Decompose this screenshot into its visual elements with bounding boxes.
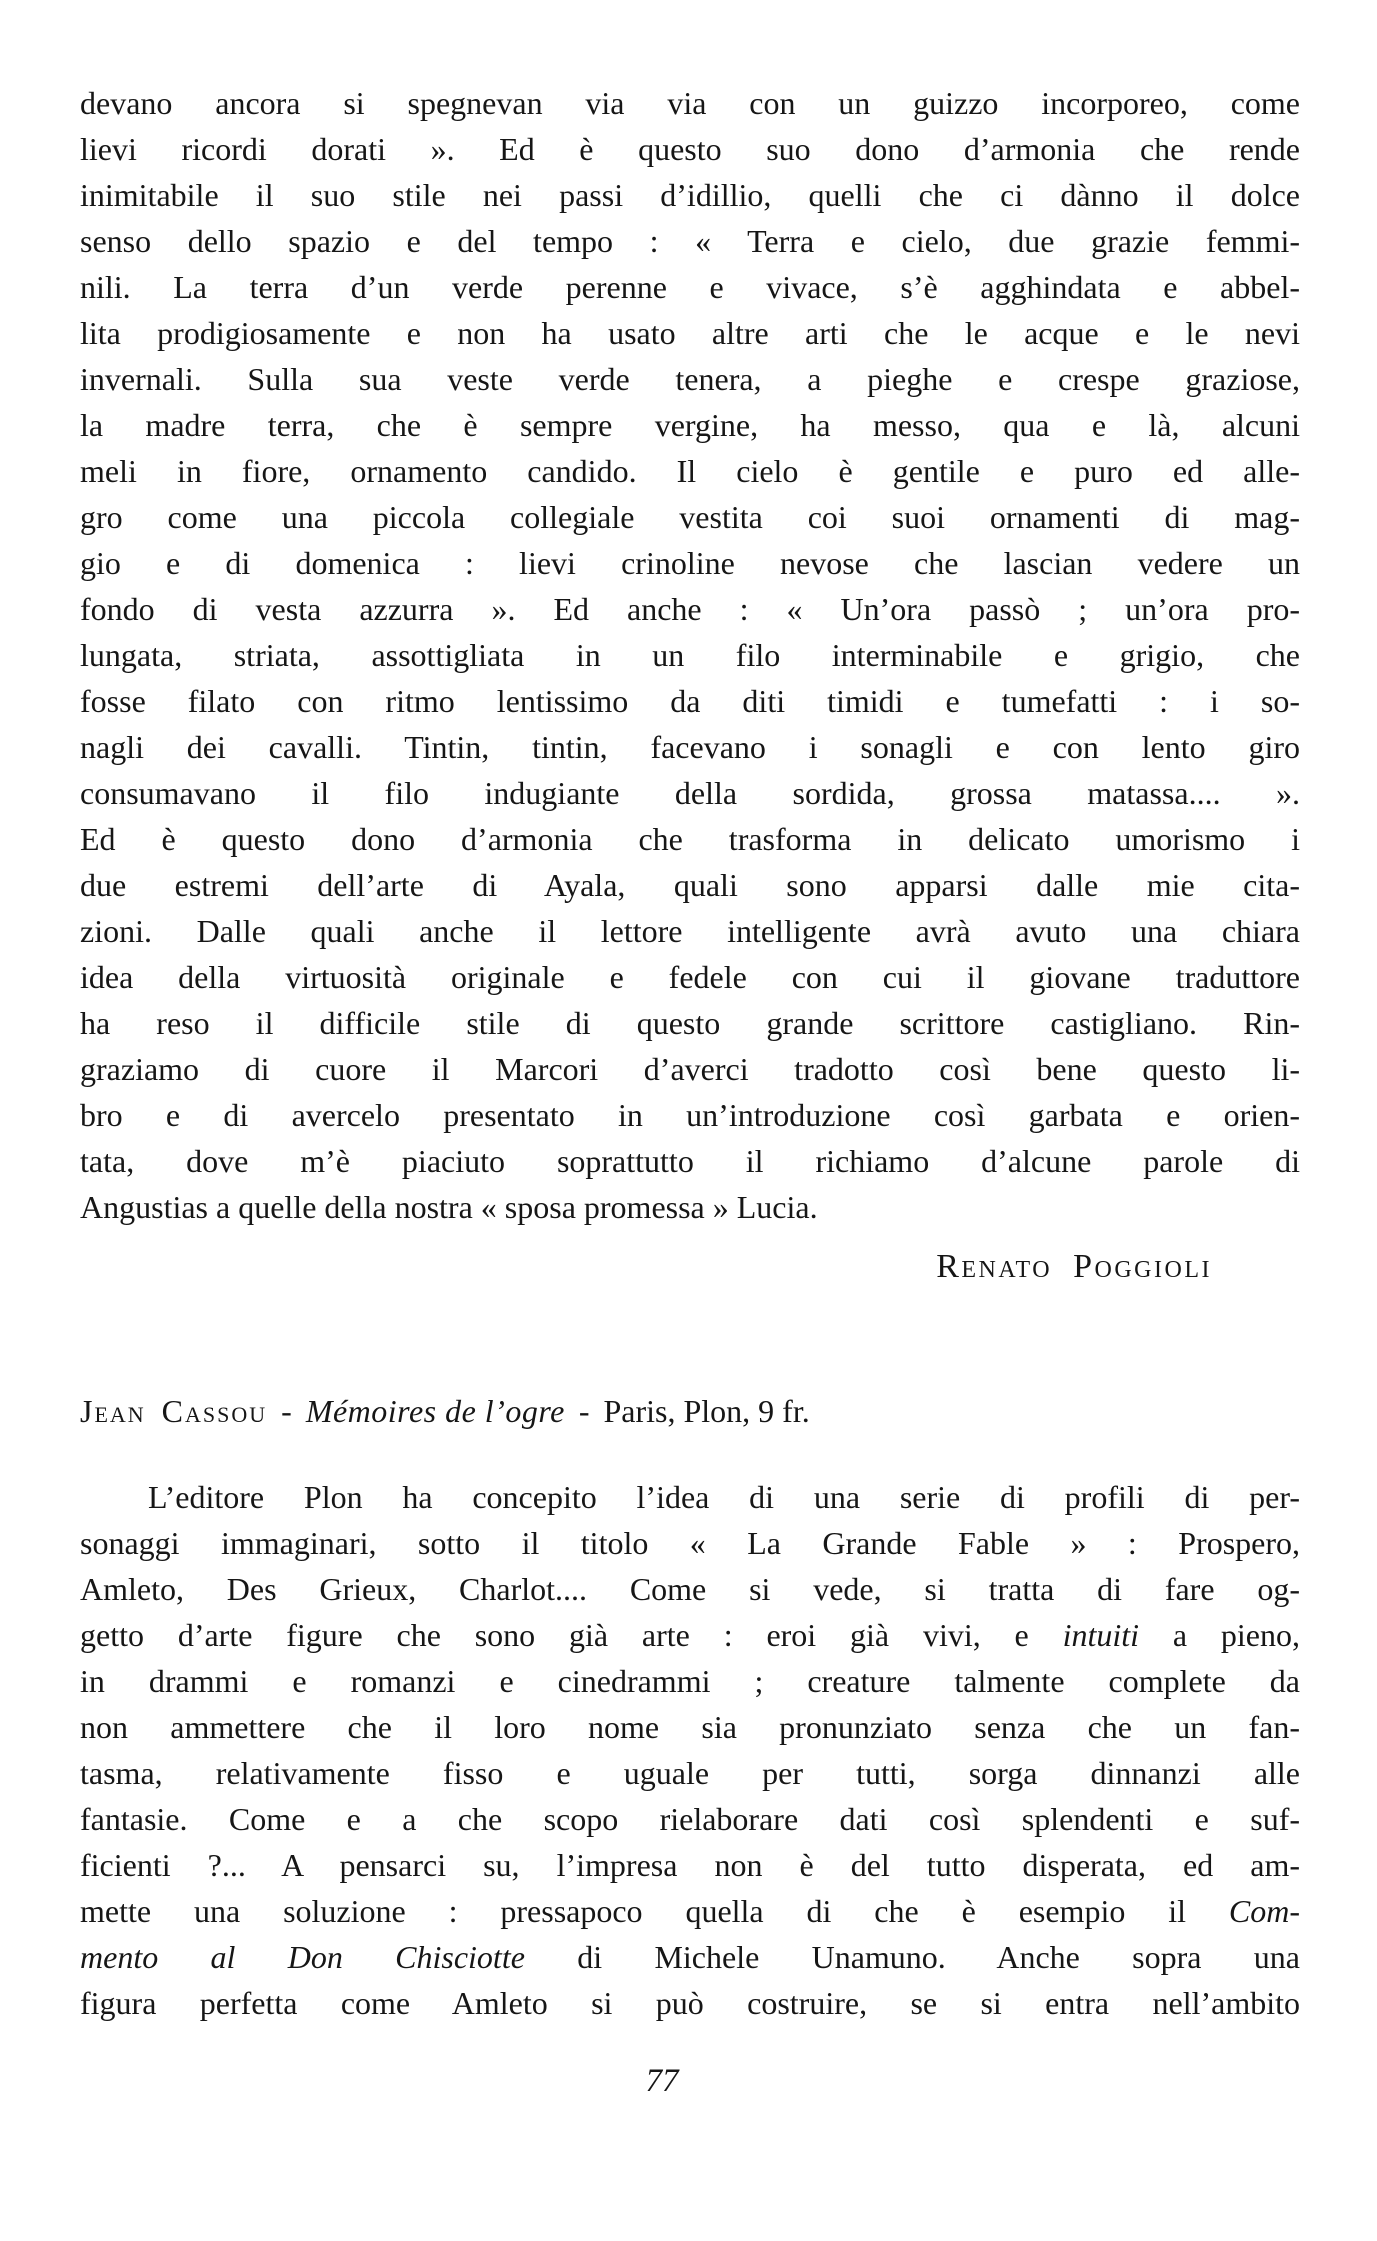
text-line: mette una soluzione : pressapoco quella di che è esempio il Com- [80,1893,1300,1929]
review-author-name: Jean Cassou [80,1393,268,1429]
review-cassou [80,1388,1300,2026]
heading-separator-dash: - [281,1393,292,1429]
review-entry-heading [80,1388,1300,1434]
text-line: fondo di vesta azzurra ». Ed anche : « Un’ora passò ; un’ora pro- [80,591,1300,627]
page-number: 77 [645,2063,679,2099]
text-line: lita prodigiosamente e non ha usato altre arti che le acque e le nevi [80,315,1300,351]
heading-separator-dash: - [578,1393,590,1429]
text-line: gio e di domenica : lievi crinoline nevose che lascian vedere un [80,545,1300,581]
text-line: Ed è questo dono d’armonia che trasforma in delicato umorismo i [80,821,1300,857]
text-line: devano ancora si spegnevan via via con un guizzo incorporeo, come [80,85,1300,121]
paragraph-review-conclusion [80,80,1300,1230]
text-line: bro e di avercelo presentato in un’introduzione così garbata e orien- [80,1097,1300,1133]
review-publisher-imprint: Paris, Plon, 9 fr. [603,1393,810,1429]
page-footer [80,2058,1300,2104]
text-line: tata, dove m’è piaciuto soprattutto il richiamo d’alcune parole di [80,1143,1300,1179]
text-line: Angustias a quelle della nostra « sposa promessa » Lucia. [80,1189,818,1225]
text-line: tasma, relativamente fisso e uguale per tutti, sorga dinnanzi alle [80,1755,1300,1791]
text-line: in drammi e romanzi e cinedrammi ; creature talmente complete da [80,1663,1300,1699]
text-line: mento al Don Chisciotte di Michele Unamuno. Anche sopra una [80,1939,1301,1975]
text-line: fantasie. Come e a che scopo rielaborare dati così splendenti e suf- [80,1801,1300,1837]
paragraph-review-body [80,1474,1300,2026]
text-line: getto d’arte figure che sono già arte : eroi già vivi, e intuiti a pieno, [80,1617,1301,1653]
text-line: non ammettere che il loro nome sia pronunziato senza che un fan- [80,1709,1300,1745]
text-line: zioni. Dalle quali anche il lettore intelligente avrà avuto una chiara [80,913,1300,949]
text-line: idea della virtuosità originale e fedele con cui il giovane traduttore [80,959,1300,995]
text-line: sonaggi immaginari, sotto il titolo « La Grande Fable » : Prospero, [80,1525,1300,1561]
text-line: fosse filato con ritmo lentissimo da diti timidi e tumefatti : i so- [80,683,1300,719]
text-line: nagli dei cavalli. Tintin, tintin, facevano i sonagli e con lento giro [80,729,1300,765]
review-signature: Renato Poggioli [936,1248,1212,1285]
text-line: invernali. Sulla sua veste verde tenera, a pieghe e crespe graziose, [80,361,1300,397]
text-line: due estremi dell’arte di Ayala, quali sono apparsi dalle mie cita- [80,867,1300,903]
review-book-title: Mémoires de l’ogre [305,1393,565,1429]
page-text-block [80,80,1300,2104]
text-line: figura perfetta come Amleto si può costruire, se si entra nell’ambito [80,1985,1300,2021]
text-line: Amleto, Des Grieux, Charlot.... Come si vede, si tratta di fare og- [80,1571,1300,1607]
text-line: nili. La terra d’un verde perenne e vivace, s’è agghindata e abbel- [80,269,1300,305]
text-line: senso dello spazio e del tempo : « Terra e cielo, due grazie femmi- [80,223,1300,259]
text-line: gro come una piccola collegiale vestita coi suoi ornamenti di mag- [80,499,1300,535]
text-line: graziamo di cuore il Marcori d’averci tradotto così bene questo li- [80,1051,1300,1087]
text-line: ha reso il difficile stile di questo grande scrittore castigliano. Rin- [80,1005,1300,1041]
text-line: consumavano il filo indugiante della sordida, grossa matassa.... ». [80,775,1300,811]
review-ayala-conclusion [80,80,1300,1290]
text-line: lievi ricordi dorati ». Ed è questo suo dono d’armonia che rende [80,131,1300,167]
text-line: la madre terra, che è sempre vergine, ha messo, qua e là, alcuni [80,407,1300,443]
text-line: ficienti ?... A pensarci su, l’impresa non è del tutto disperata, ed am- [80,1847,1300,1883]
text-line: inimitabile il suo stile nei passi d’idillio, quelli che ci dànno il dolce [80,177,1300,213]
text-line: L’editore Plon ha concepito l’idea di una serie di profili di per- [148,1479,1300,1515]
text-line: meli in fiore, ornamento candido. Il cielo è gentile e puro ed alle- [80,453,1300,489]
text-line: lungata, striata, assottigliata in un filo interminabile e grigio, che [80,637,1300,673]
